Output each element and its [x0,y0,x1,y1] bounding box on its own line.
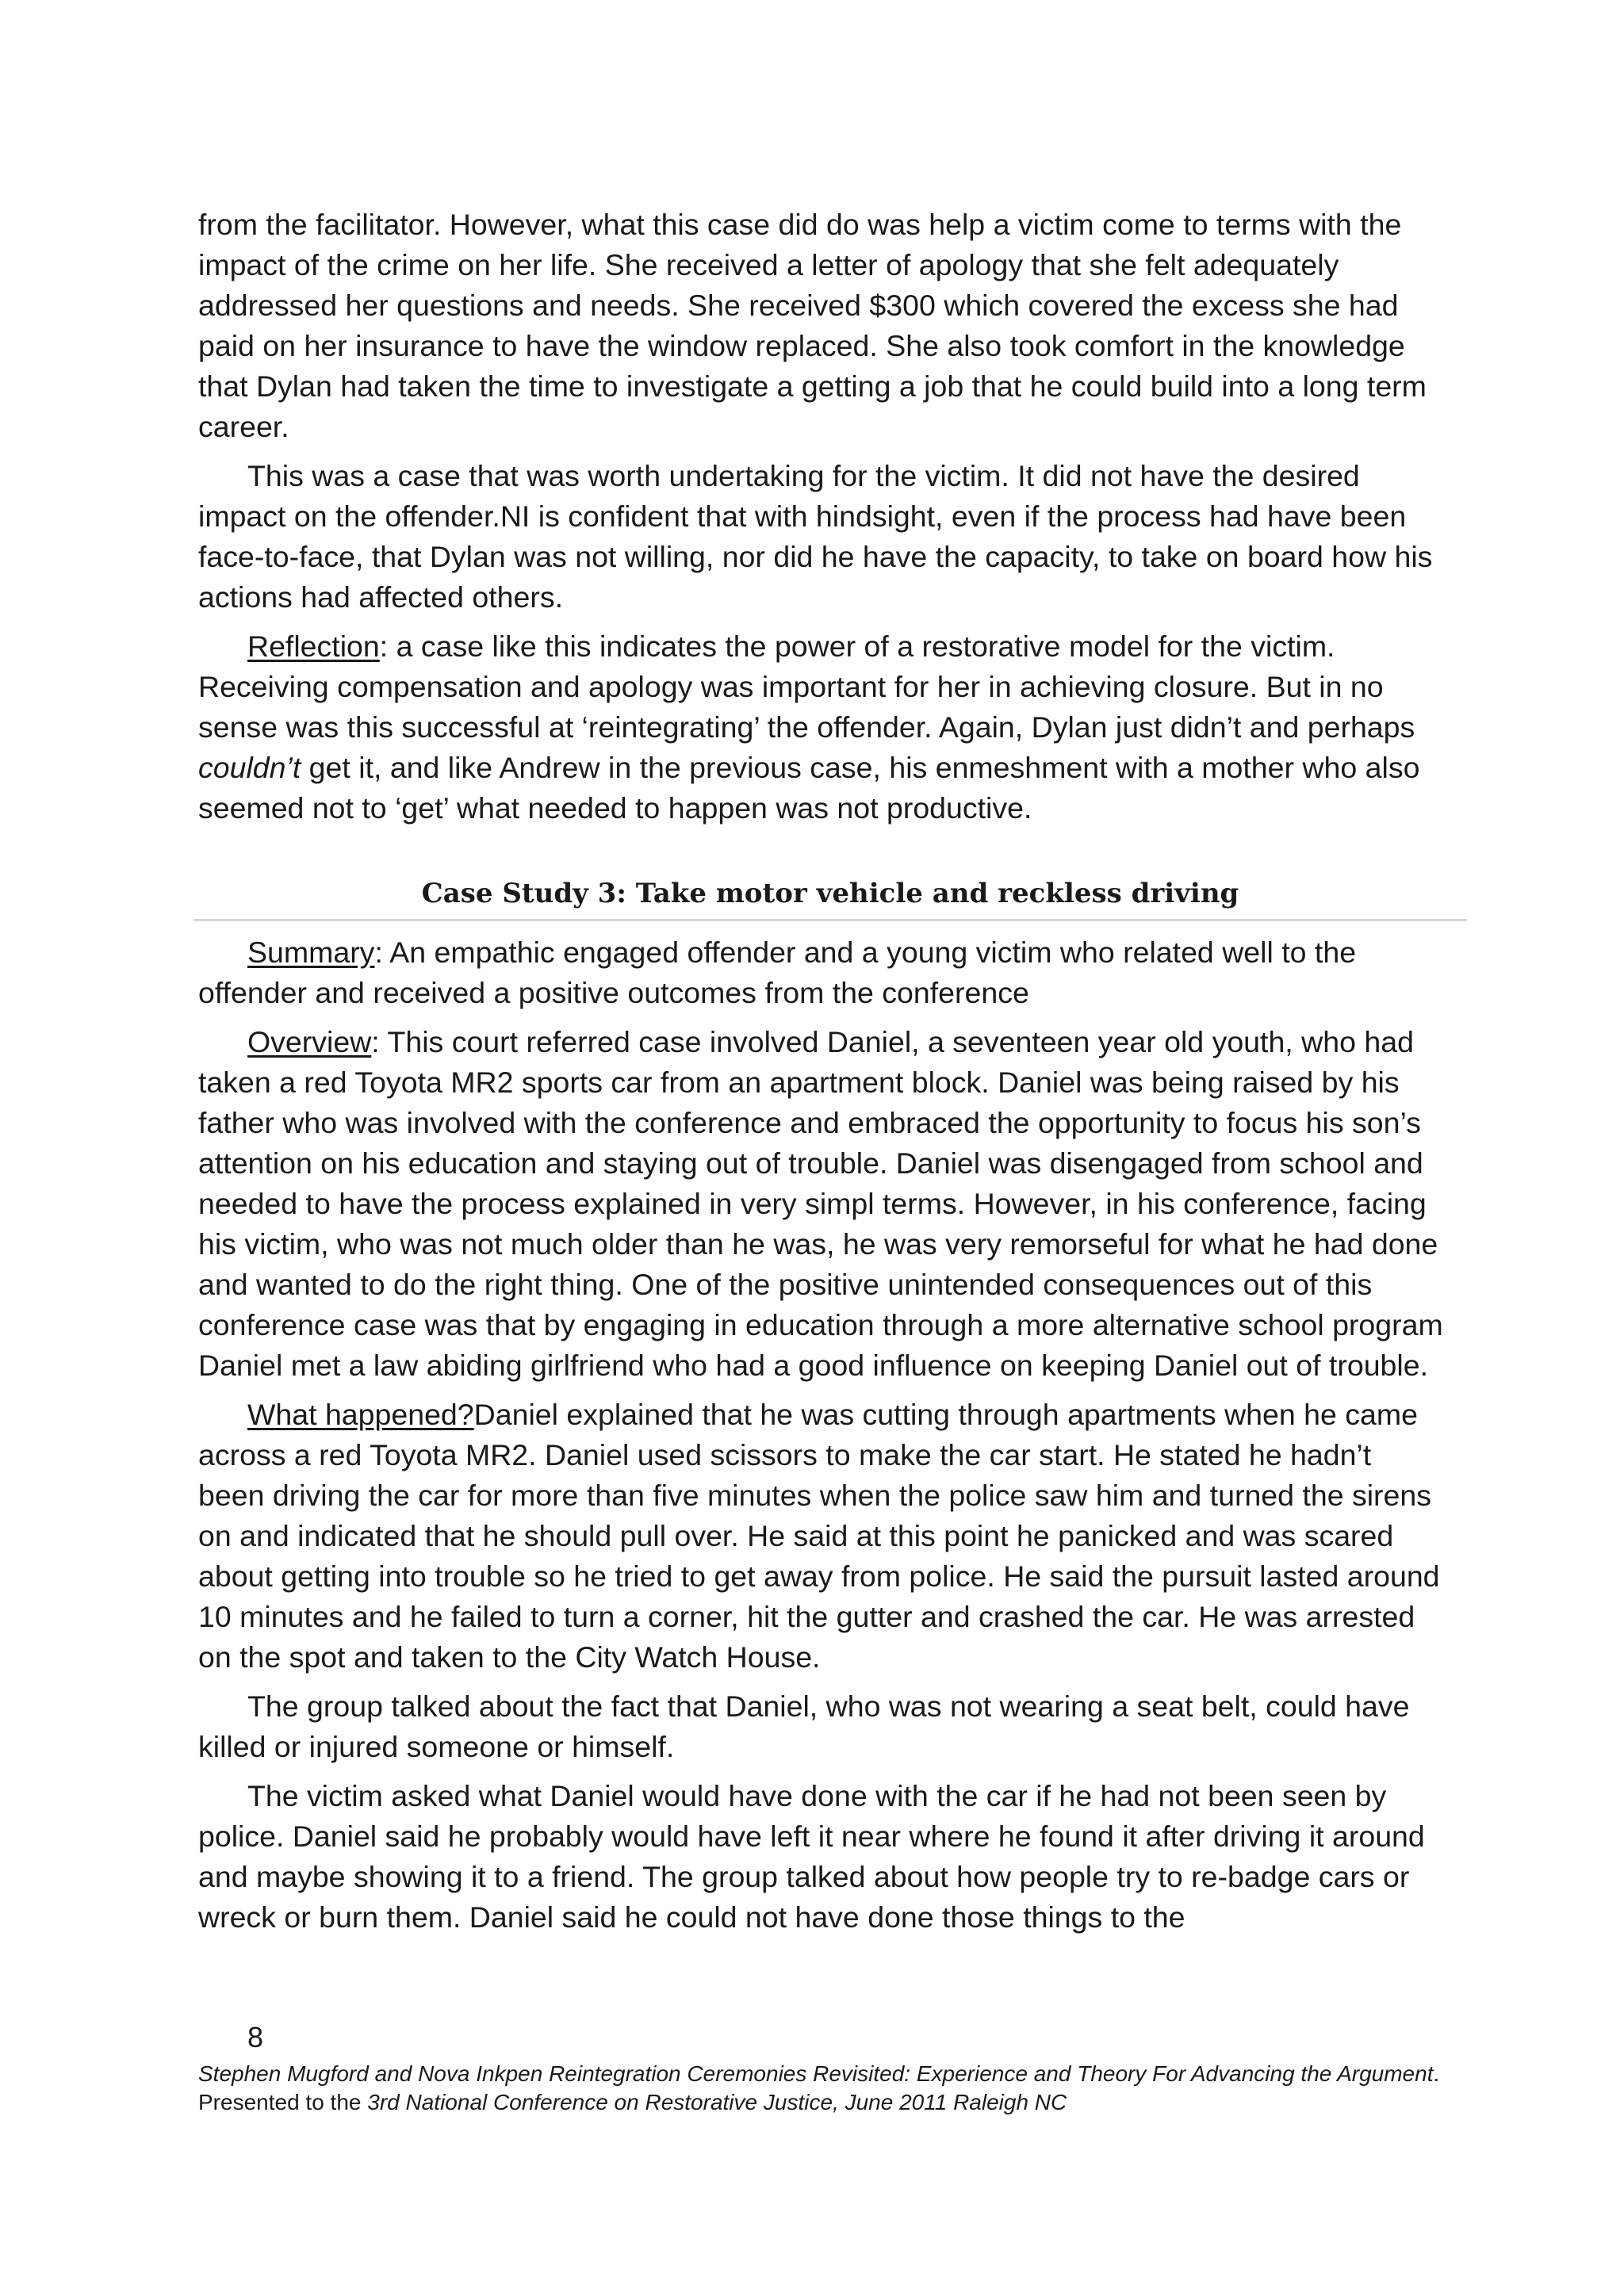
summary-text: : An empathic engaged offender and a young victim who related well to the offender and received a positive outcomes from the conference [198,936,1357,1009]
overview-label: Overview [247,1025,372,1058]
paragraph-victim-asked: The victim asked what Daniel would have done with the car if he had not been seen by police. Daniel said he probably would have left it near where he found it after driving it around and maybe showing it to a friend. The group talked about how people try to re-badge cars or wreck or burn them. Daniel said he could not have done those things to the [198,1779,1425,1934]
citation-conference: 3rd National Conference on Restorative Justice, June 2011 Raleigh NC [367,2090,1067,2114]
paragraph-group-talked: The group talked about the fact that Daniel, who was not wearing a seat belt, could have killed or injured someone or himself. [198,1689,1410,1763]
paragraph-summary [198,932,1443,1013]
paragraph-reflection [198,626,1443,828]
paragraph-overview [198,1022,1443,1386]
page-footer [198,2020,1467,2117]
citation-title: Stephen Mugford and Nova Inkpen Reintegration Ceremonies Revisited: Experience and Theory For Advancing the Argument [198,2061,1434,2086]
citation-mid: . Presented to the [198,2061,1440,2114]
summary-label: Summary [247,936,375,969]
overview-text: : This court referred case involved Daniel, a seventeen year old youth, who had taken a red Toyota MR2 sports car from an apartment block. Daniel was being raised by his father who was involved with the conference and embraced the opportunity to focus his son’s attention on his education and staying out of trouble. Daniel was disengaged from school and needed to have the process explained in very simpl terms. However, in his conference, facing his victim, who was not much older than he was, he was very remorseful for what he had done and wanted to do the right thing. One of the positive unintended consequences out of this conference case was that by engaging in education through a more alternative school program Daniel met a law abiding girlfriend who had a good influence on keeping Daniel out of trouble. [198,1025,1443,1382]
paragraph-case-worth: This was a case that was worth undertaking for the victim. It did not have the desired impact on the offender.NI is confident that with hindsight, even if the process had have been face-to-face, that Dylan was not willing, nor did he have the capacity, to take on board how his actions had affected others. [198,459,1433,614]
document-body [198,205,1443,1946]
what-happened-label: What happened? [247,1398,474,1431]
reflection-text-a: : a case like this indicates the power of a restorative model for the victim. Receiving compensation and apology was important for her in achieving closure. But in no sense was this successful at ‘reintegrating’ the offender. Again, Dylan just didn’t and perhaps [198,629,1415,744]
reflection-text-b: get it, and like Andrew in the previous case, his enmeshment with a mother who also seemed not to ‘get’ what needed to happen was not productive. [198,751,1420,825]
paragraph-continuation: from the facilitator. However, what this case did do was help a victim come to terms with the impact of the crime on her life. She received a letter of apology that she felt adequately addressed her questions and needs. She received $300 which covered the excess she had paid on her insurance to have the window replaced. She also took comfort in the knowledge that Dylan had taken the time to investigate a getting a job that he could build into a long term career. [198,208,1427,443]
page-number: 8 [247,2021,264,2053]
paragraph-what-happened [198,1395,1443,1678]
what-happened-text: Daniel explained that he was cutting through apartments when he came across a red Toyota MR2. Daniel used scissors to make the car start. He stated he hadn’t been driving the car for more than five minutes when the police saw him and turned the sirens on and indicated that he should pull over. He said at this point he panicked and was scared about getting into trouble so he tried to get away from police. He said the pursuit lasted around 10 minutes and he failed to turn a corner, hit the gutter and crashed the car. He was arrested on the spot and taken to the City Watch House. [198,1398,1440,1674]
section-heading: Case Study 3: Take motor vehicle and reckless driving [193,874,1467,921]
footer-citation [198,2060,1467,2117]
reflection-italic: couldn’t [198,751,301,784]
reflection-label: Reflection [247,629,380,663]
